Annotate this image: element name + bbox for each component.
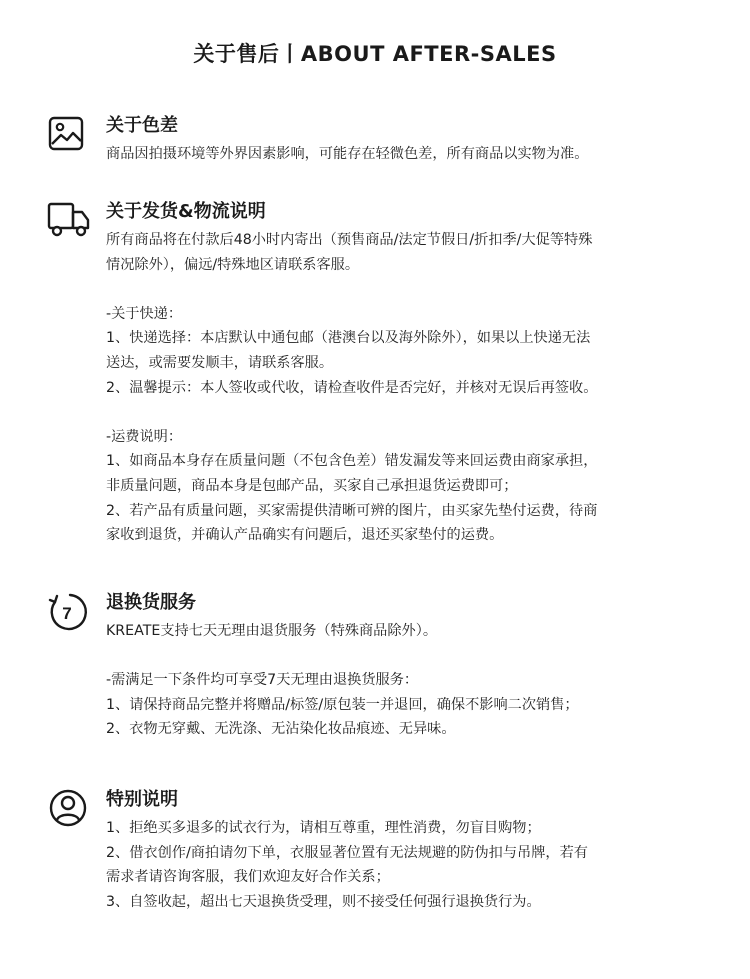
section-line — [106, 644, 716, 669]
section-title: 关于色差 — [106, 115, 178, 136]
page-title: 关于售后丨ABOUT AFTER-SALES — [193, 42, 557, 66]
section-body — [106, 619, 716, 742]
section-body — [106, 816, 716, 914]
section-line — [106, 400, 716, 425]
section-line: 1、快递选择：本店默认中通包邮（港澳台以及海外除外），如果以上快递无法 — [106, 330, 591, 347]
section-line: 非质量问题，商品本身是包邮产品，买家自己承担退货运费即可； — [106, 477, 518, 494]
section-line: -需满足一下条件均可享受7天无理由退换货服务： — [106, 672, 419, 689]
section-line: 家收到退货，并确认产品确实有问题后，退还买家垫付的运费。 — [106, 527, 504, 544]
section-line: 2、若产品有质量问题，买家需提供清晰可辨的图片，由买家先垫付运费，待商 — [106, 502, 598, 519]
section-line: 商品因拍摄环境等外界因素影响，可能存在轻微色差，所有商品以实物为准。 — [106, 146, 589, 162]
section-line: 1、请保持商品完整并将赠品/标签/原包装一并退回，确保不影响二次销售； — [106, 696, 579, 713]
section-body — [106, 142, 716, 167]
section-title: 特别说明 — [106, 789, 178, 810]
image-icon — [46, 113, 92, 153]
section-line: 需求者请咨询客服，我们欢迎友好合作关系； — [106, 869, 390, 886]
section-title: 退换货服务 — [106, 592, 196, 613]
seven-day-return-icon — [46, 590, 92, 630]
section-line: 2、借衣创作/商拍请勿下单，衣服显著位置有无法规避的防伪扣与吊牌，若有 — [106, 844, 588, 861]
user-icon — [46, 787, 92, 827]
section-line: 所有商品将在付款后48小时内寄出（预售商品/法定节假日/折扣季/大促等特殊 — [106, 232, 593, 248]
section-line: -关于快递： — [106, 305, 183, 322]
section-line: 1、如商品本身存在质量问题（不包含色差）错发漏发等来回运费由商家承担， — [106, 453, 598, 470]
truck-icon — [46, 199, 92, 239]
section-line: -运费说明： — [106, 428, 183, 445]
section-line: 2、衣物无穿戴、无洗涤、无沾染化妆品痕迹、无异味。 — [106, 721, 456, 738]
section-line — [106, 277, 716, 302]
section-line: 1、拒绝买多退多的试衣行为，请相互尊重，理性消费，勿盲目购物； — [106, 820, 541, 836]
section-body — [106, 228, 716, 548]
section-line: 3、自签收起，超出七天退换货受理，则不接受任何强行退换货行为。 — [106, 893, 541, 910]
section-line: 送达，或需要发顺丰，请联系客服。 — [106, 354, 334, 371]
section-line: KREATE支持七天无理由退货服务（特殊商品除外）。 — [106, 623, 438, 639]
section-title: 关于发货&物流说明 — [106, 201, 266, 222]
section-line: 2、温馨提示：本人签收或代收，请检查收件是否完好，并核对无误后再签收。 — [106, 379, 598, 396]
seven-day-label: 7 — [62, 604, 72, 623]
section-line: 情况除外），偏远/特殊地区请联系客服。 — [106, 256, 360, 273]
